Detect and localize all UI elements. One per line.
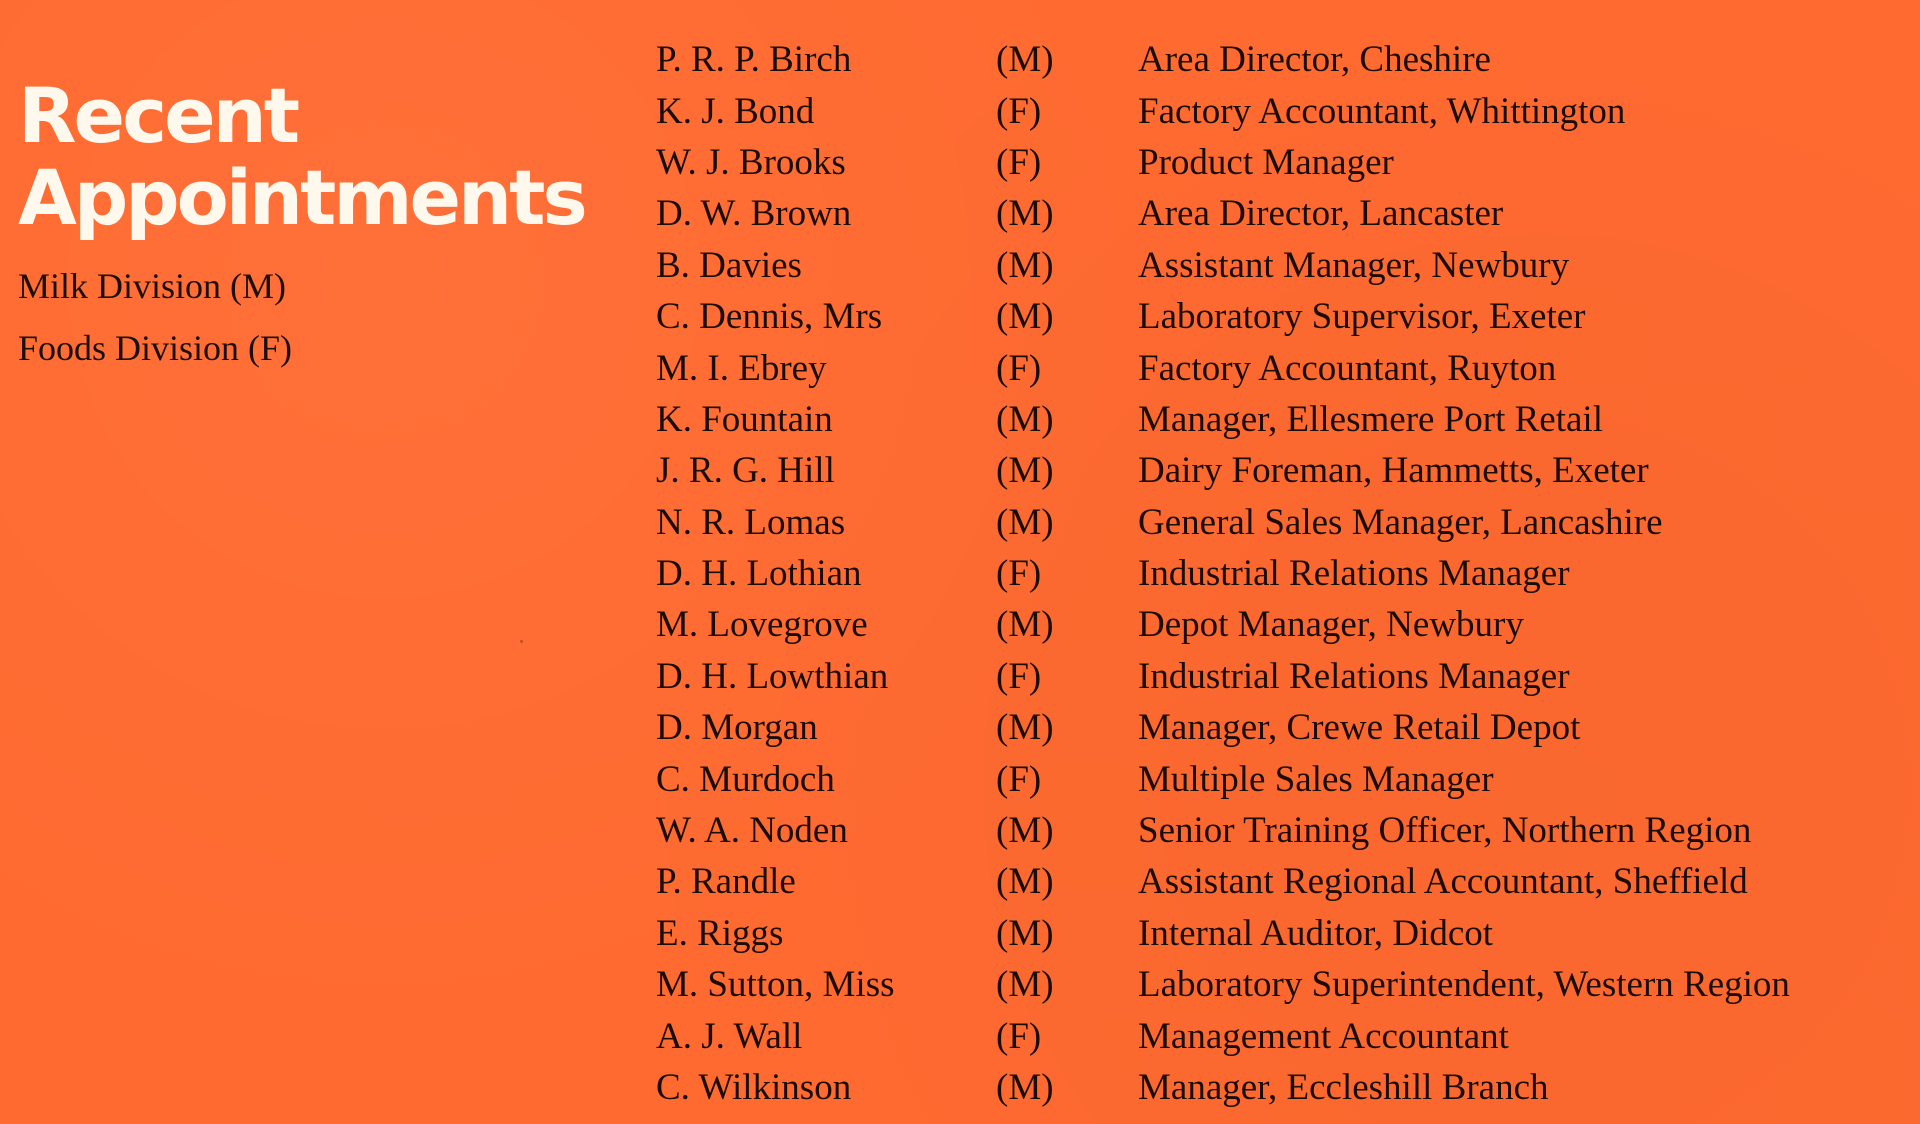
appointment-role: Manager, Crewe Retail Depot bbox=[1138, 707, 1581, 749]
appointment-division: (M) bbox=[996, 450, 1054, 492]
appointment-division: (M) bbox=[996, 244, 1054, 286]
appointment-name: D. H. Lothian bbox=[656, 553, 862, 595]
appointment-row bbox=[656, 188, 1918, 239]
appointment-division: (F) bbox=[996, 90, 1042, 132]
appointment-division: (F) bbox=[996, 1015, 1042, 1057]
appointment-role: Multiple Sales Manager bbox=[1138, 758, 1494, 800]
appointment-division: (M) bbox=[996, 296, 1054, 338]
appointment-name: D. Morgan bbox=[656, 707, 818, 749]
appointment-role: General Sales Manager, Lancashire bbox=[1138, 501, 1663, 543]
appointment-row bbox=[656, 908, 1918, 959]
appointment-name: P. R. P. Birch bbox=[656, 39, 852, 81]
appointment-name: B. Davies bbox=[656, 244, 802, 286]
appointment-role: Assistant Manager, Newbury bbox=[1138, 244, 1570, 286]
appointments-list bbox=[656, 34, 1918, 1113]
appointment-role: Senior Training Officer, Northern Region bbox=[1138, 810, 1752, 852]
appointment-row bbox=[656, 599, 1918, 650]
appointment-division: (F) bbox=[996, 553, 1042, 595]
appointment-name: W. A. Noden bbox=[656, 810, 848, 852]
print-speck bbox=[520, 640, 523, 643]
appointment-name: A. J. Wall bbox=[656, 1015, 803, 1057]
appointment-role: Area Director, Cheshire bbox=[1138, 39, 1491, 81]
appointment-name: E. Riggs bbox=[656, 912, 784, 954]
title-line-recent: Recent bbox=[18, 70, 298, 160]
legend-milk-division: Milk Division (M) bbox=[18, 266, 287, 306]
appointment-row bbox=[656, 342, 1918, 393]
appointment-role: Product Manager bbox=[1138, 141, 1394, 183]
appointment-division: (M) bbox=[996, 501, 1054, 543]
appointment-row bbox=[656, 291, 1918, 342]
appointment-division: (F) bbox=[996, 758, 1042, 800]
appointment-name: C. Dennis, Mrs bbox=[656, 296, 883, 338]
appointment-name: C. Wilkinson bbox=[656, 1067, 852, 1108]
appointment-row bbox=[656, 959, 1918, 1010]
appointment-row bbox=[656, 805, 1918, 856]
appointment-name: D. H. Lowthian bbox=[656, 655, 889, 697]
appointment-name: D. W. Brown bbox=[656, 193, 852, 235]
appointment-row bbox=[656, 394, 1918, 445]
appointment-row bbox=[656, 1010, 1918, 1061]
appointment-row bbox=[656, 445, 1918, 496]
appointment-name: C. Murdoch bbox=[656, 758, 835, 800]
appointment-name: M. Lovegrove bbox=[656, 604, 868, 646]
appointment-division: (F) bbox=[996, 141, 1042, 183]
appointment-role: Factory Accountant, Ruyton bbox=[1138, 347, 1557, 389]
appointment-division: (M) bbox=[996, 604, 1054, 646]
appointment-name: K. Fountain bbox=[656, 398, 833, 440]
appointment-name: M. I. Ebrey bbox=[656, 347, 827, 389]
appointment-role: Internal Auditor, Didcot bbox=[1138, 912, 1494, 954]
appointment-division: (M) bbox=[996, 1067, 1054, 1108]
appointment-row bbox=[656, 548, 1918, 599]
appointment-role: Manager, Eccleshill Branch bbox=[1138, 1067, 1549, 1108]
appointment-name: W. J. Brooks bbox=[656, 141, 846, 183]
appointment-role: Management Accountant bbox=[1138, 1015, 1509, 1057]
appointment-role: Manager, Ellesmere Port Retail bbox=[1138, 398, 1603, 440]
appointment-division: (M) bbox=[996, 861, 1054, 903]
appointment-row bbox=[656, 34, 1918, 85]
appointment-role: Dairy Foreman, Hammetts, Exeter bbox=[1138, 450, 1649, 492]
appointment-row bbox=[656, 240, 1918, 291]
appointment-division: (F) bbox=[996, 655, 1042, 697]
appointment-name: N. R. Lomas bbox=[656, 501, 846, 543]
appointment-row bbox=[656, 702, 1918, 753]
appointment-division: (M) bbox=[996, 810, 1054, 852]
appointment-role: Area Director, Lancaster bbox=[1138, 193, 1504, 235]
appointment-division: (M) bbox=[996, 912, 1054, 954]
appointment-row bbox=[656, 497, 1918, 548]
appointment-division: (M) bbox=[996, 39, 1054, 81]
appointment-role: Depot Manager, Newbury bbox=[1138, 604, 1524, 646]
appointment-division: (M) bbox=[996, 398, 1054, 440]
appointment-row bbox=[656, 651, 1918, 702]
appointment-division: (M) bbox=[996, 193, 1054, 235]
appointment-row bbox=[656, 753, 1918, 804]
appointment-name: K. J. Bond bbox=[656, 90, 815, 132]
page-title bbox=[18, 70, 585, 242]
appointment-role: Industrial Relations Manager bbox=[1138, 553, 1570, 595]
title-line-appointments: Appointments bbox=[18, 152, 585, 242]
appointment-division: (M) bbox=[996, 964, 1054, 1006]
appointment-name: M. Sutton, Miss bbox=[656, 964, 895, 1006]
appointment-role: Factory Accountant, Whittington bbox=[1138, 90, 1626, 132]
appointment-row bbox=[656, 85, 1918, 136]
appointment-division: (F) bbox=[996, 347, 1042, 389]
appointment-role: Laboratory Supervisor, Exeter bbox=[1138, 296, 1586, 338]
division-legend bbox=[18, 255, 292, 379]
legend-foods-division: Foods Division (F) bbox=[18, 328, 293, 368]
appointment-row bbox=[656, 1062, 1918, 1113]
appointment-division: (M) bbox=[996, 707, 1054, 749]
appointment-name: J. R. G. Hill bbox=[656, 450, 835, 492]
appointment-row bbox=[656, 856, 1918, 907]
appointment-role: Assistant Regional Accountant, Sheffield bbox=[1138, 861, 1748, 903]
appointment-role: Laboratory Superintendent, Western Region bbox=[1138, 964, 1790, 1006]
appointment-role: Industrial Relations Manager bbox=[1138, 655, 1570, 697]
appointment-name: P. Randle bbox=[656, 861, 796, 903]
appointment-row bbox=[656, 137, 1918, 188]
